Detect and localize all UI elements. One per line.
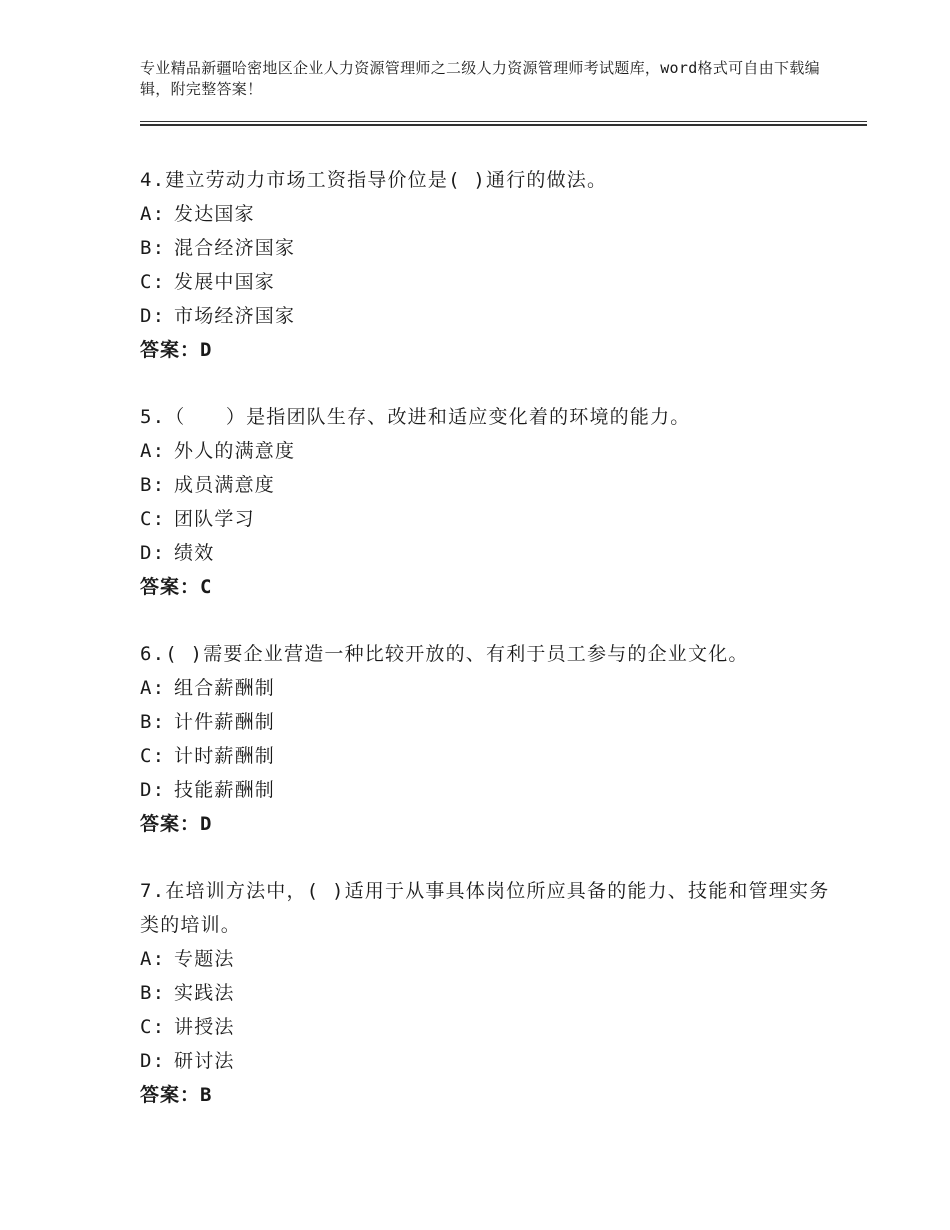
- option-text: 绩效: [174, 542, 215, 564]
- header-rule-thin: [140, 121, 867, 122]
- option-text: 计件薪酬制: [174, 711, 276, 733]
- option-text: 组合薪酬制: [174, 677, 276, 699]
- option-letter: A:: [140, 203, 166, 225]
- option-letter: C:: [140, 271, 166, 293]
- option-b: [140, 705, 840, 739]
- option-c: [140, 739, 840, 773]
- answer-line: 答案：D: [140, 339, 213, 361]
- option-letter: B:: [140, 711, 166, 733]
- answer-line: 答案：B: [140, 1084, 213, 1106]
- option-text: 研讨法: [174, 1050, 235, 1072]
- option-text: 实践法: [174, 982, 235, 1004]
- option-text: 市场经济国家: [174, 305, 296, 327]
- option-text: 发展中国家: [174, 271, 276, 293]
- option-letter: D:: [140, 1050, 166, 1072]
- option-text: 成员满意度: [174, 474, 276, 496]
- option-b: [140, 976, 840, 1010]
- question-text: 6.( )需要企业营造一种比较开放的、有利于员工参与的企业文化。: [140, 643, 749, 665]
- option-d: [140, 536, 840, 570]
- option-letter: A:: [140, 677, 166, 699]
- option-text: 技能薪酬制: [174, 779, 276, 801]
- answer-line: 答案：C: [140, 576, 213, 598]
- option-text: 混合经济国家: [174, 237, 296, 259]
- question-text: 4.建立劳动力市场工资指导价位是( )通行的做法。: [140, 169, 608, 191]
- document-header: 专业精品新疆哈密地区企业人力资源管理师之二级人力资源管理师考试题库，word格式可自由下载编辑，附完整答案！: [140, 59, 820, 98]
- option-letter: A:: [140, 948, 166, 970]
- option-letter: C:: [140, 508, 166, 530]
- question-7: [140, 874, 840, 1112]
- option-letter: D:: [140, 542, 166, 564]
- option-a: [140, 197, 840, 231]
- question-5: [140, 400, 840, 604]
- option-text: 专题法: [174, 948, 235, 970]
- option-letter: B:: [140, 474, 166, 496]
- option-c: [140, 265, 840, 299]
- option-text: 外人的满意度: [174, 440, 296, 462]
- question-text: 5.（ ）是指团队生存、改进和适应变化着的环境的能力。: [140, 406, 691, 428]
- question-text: 7.在培训方法中，( )适用于从事具体岗位所应具备的能力、技能和管理实务类的培训。: [140, 880, 830, 936]
- option-text: 发达国家: [174, 203, 255, 225]
- option-letter: C:: [140, 745, 166, 767]
- option-d: [140, 299, 840, 333]
- option-c: [140, 502, 840, 536]
- option-letter: D:: [140, 305, 166, 327]
- answer-line: 答案：D: [140, 813, 213, 835]
- option-text: 计时薪酬制: [174, 745, 276, 767]
- question-4: [140, 163, 840, 367]
- question-list: [140, 163, 840, 1145]
- option-letter: D:: [140, 779, 166, 801]
- option-b: [140, 231, 840, 265]
- option-a: [140, 434, 840, 468]
- option-b: [140, 468, 840, 502]
- option-letter: A:: [140, 440, 166, 462]
- option-a: [140, 671, 840, 705]
- option-a: [140, 942, 840, 976]
- option-text: 团队学习: [174, 508, 255, 530]
- option-d: [140, 773, 840, 807]
- option-letter: C:: [140, 1016, 166, 1038]
- option-text: 讲授法: [174, 1016, 235, 1038]
- option-d: [140, 1044, 840, 1078]
- question-6: [140, 637, 840, 841]
- option-c: [140, 1010, 840, 1044]
- option-letter: B:: [140, 982, 166, 1004]
- option-letter: B:: [140, 237, 166, 259]
- header-rule-thick: [140, 124, 867, 126]
